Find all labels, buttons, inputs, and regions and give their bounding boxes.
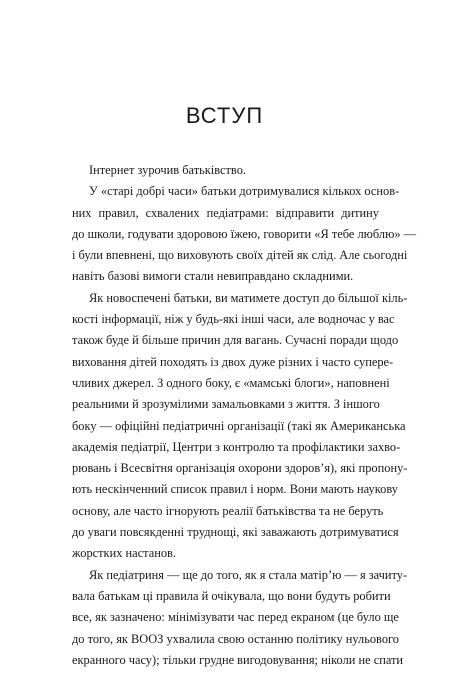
text-line: до школи, годувати здоровою їжею, говорити «Я тебе люблю» —: [72, 226, 417, 241]
text-line: чливих джерел. З одного боку, є «мамські блоги», наповнені: [72, 375, 390, 390]
text-line: і були впевнені, що виховують своїх дітей як слід. Але сьогодні: [72, 248, 408, 263]
text-line: все, як зазначено: мінімізувати час перед екраном (це було ще: [72, 610, 399, 625]
text-line: жорстких настанов.: [72, 546, 176, 561]
chapter-title: ВСТУП: [185, 103, 264, 128]
text-line: кості інформації, ніж у будь-які інші часи, але водночас у вас: [72, 312, 395, 327]
body-text: [72, 160, 417, 671]
text-line: Як педіатриня — ще до того, як я стала матір’ю — я зачиту-: [89, 567, 408, 582]
text-line: до уваги повсякденні труднощі, які заважають дотримуватися: [72, 525, 399, 540]
text-line: до того, як ВООЗ ухвалила свою останню політику нульового: [72, 631, 399, 646]
text-line: У «старі добрі часи» батьки дотримувалися кількох основ-: [89, 184, 400, 199]
text-line: академія педіатрії, Центри з контролю та профілактики захво-: [72, 439, 401, 454]
text-line: них правил, схвалених педіатрами: відправити дитину: [72, 205, 379, 220]
text-line: основу, але часто ігнорують реалії батьківства та не беруть: [72, 503, 384, 518]
text-line: Як новоспечені батьки, ви матимете доступ до більшої кіль-: [89, 290, 408, 305]
text-line: ють нескінченний список правил і норм. Вони мають наукову: [72, 482, 398, 497]
text-line: Інтернет зурочив батьківство.: [89, 163, 246, 177]
text-line: реальними й зрозумілими замальовками з життя. З іншого: [72, 397, 380, 412]
text-line: виховання дітей походять із двох дуже різних і часто супере-: [72, 354, 394, 369]
text-line: екранного часу); тільки грудне вигодовування; ніколи не спати: [72, 652, 404, 667]
text-line: боку — офіційні педіатричні організації (такі як Американська: [72, 418, 406, 433]
text-line: навіть базові вимоги стали невиправдано складними.: [72, 269, 354, 284]
text-line: також буде й більше причин для вагань. Сучасні поради щодо: [72, 333, 399, 348]
text-line: вала батькам ці правила й очікувала, що вони будуть робити: [72, 588, 391, 603]
text-line: рювань і Всесвітня організація охорони здоров’я), які пропону-: [72, 461, 408, 476]
